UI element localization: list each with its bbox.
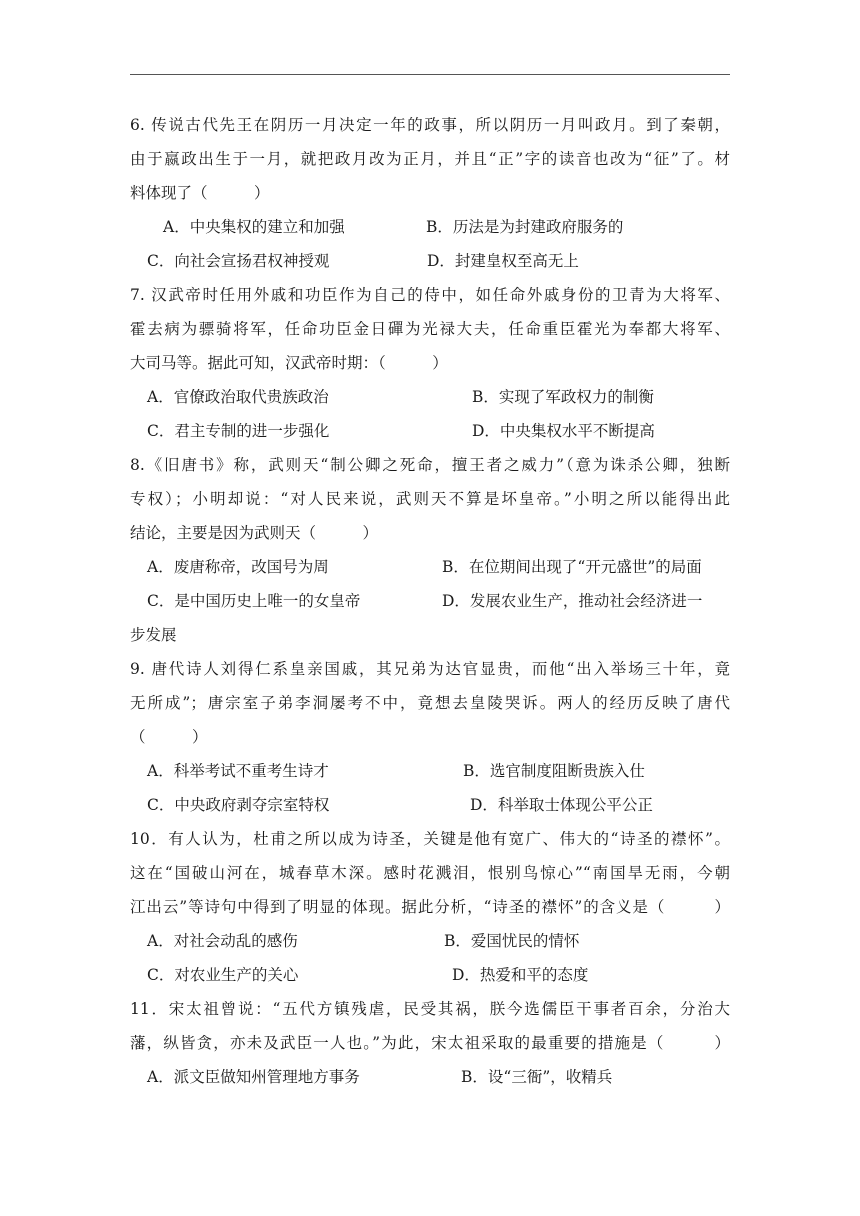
option-a[interactable]: A．科举考试不重考生诗才 — [147, 762, 329, 780]
question-stem-line: 结论，主要是因为武则天（ ） — [130, 524, 379, 542]
question-stem-line: （ ） — [130, 728, 208, 746]
question-stem-line: 9. 唐代诗人刘得仁系皇亲国戚，其兄弟为达官显贵，而他“出入举场三十年，竟 — [130, 660, 730, 678]
question-stem-line: 6. 传说古代先王在阴历一月决定一年的政事，所以阴历一月叫政月。到了秦朝， — [130, 116, 730, 134]
option-b[interactable]: B．选官制度阻断贵族入仕 — [463, 762, 645, 780]
question-stem-line: 专权）；小明却说：“对人民来说，武则天不算是坏皇帝。”小明之所以能得出此 — [130, 490, 730, 508]
question-stem-line: 藩，纵皆贪，亦未及武臣一人也。”为此，宋太祖采取的最重要的措施是（ ） — [130, 1034, 730, 1052]
option-c[interactable]: C．中央政府剥夺宗室特权 — [147, 796, 330, 814]
question-stem-line: 大司马等。据此可知，汉武帝时期：（ ） — [130, 354, 448, 372]
question-6 — [130, 108, 730, 278]
option-c[interactable]: C．是中国历史上唯一的女皇帝 — [147, 592, 361, 610]
option-c[interactable]: C．对农业生产的关心 — [147, 966, 299, 984]
option-a[interactable]: A．对社会动乱的感伤 — [147, 932, 298, 950]
option-d[interactable]: D．科举取士体现公平公正 — [470, 796, 653, 814]
option-d[interactable]: D．中央集权水平不断提高 — [472, 422, 655, 440]
option-c[interactable]: C．君主专制的进一步强化 — [147, 422, 330, 440]
option-a[interactable]: A．官僚政治取代贵族政治 — [147, 388, 329, 406]
option-a[interactable]: A．废唐称帝，改国号为周 — [147, 558, 329, 576]
option-a[interactable]: A．派文臣做知州管理地方事务 — [147, 1068, 360, 1086]
question-11 — [130, 992, 730, 1094]
question-sheet — [130, 108, 730, 1094]
question-stem-line: 江出云”等诗句中得到了明显的体现。据此分析，“诗圣的襟怀”的含义是（ ） — [130, 898, 730, 916]
option-b[interactable]: B．历法是为封建政府服务的 — [426, 218, 624, 236]
question-stem-line: 11．宋太祖曾说：“五代方镇残虐，民受其祸，朕今选儒臣干事者百余，分治大 — [130, 1000, 730, 1018]
option-d-continuation: 步发展 — [130, 626, 177, 644]
option-b[interactable]: B．爱国忧民的情怀 — [444, 932, 580, 950]
option-d[interactable]: D．封建皇权至高无上 — [427, 252, 579, 270]
option-c[interactable]: C．向社会宣扬君权神授观 — [147, 252, 330, 270]
header-rule — [130, 74, 730, 75]
option-d[interactable]: D．发展农业生产，推动社会经济进一 — [442, 592, 703, 610]
option-b[interactable]: B．在位期间出现了“开元盛世”的局面 — [442, 558, 702, 576]
option-row — [130, 924, 730, 958]
question-stem-line: 料体现了（ ） — [130, 184, 270, 202]
option-row — [130, 244, 730, 278]
question-stem-line: 无所成”；唐宗室子弟李洞屡考不中，竟想去皇陵哭诉。两人的经历反映了唐代 — [130, 694, 730, 712]
option-b[interactable]: B．实现了军政权力的制衡 — [472, 388, 654, 406]
question-10 — [130, 822, 730, 992]
question-stem-line: 8.《旧唐书》称，武则天“制公卿之死命，擅王者之威力”（意为诛杀公卿，独断 — [130, 456, 730, 474]
option-row — [130, 380, 730, 414]
option-row — [130, 1060, 730, 1094]
question-8 — [130, 448, 730, 652]
option-row — [130, 584, 730, 618]
option-row — [130, 210, 730, 244]
question-stem-line: 由于嬴政出生于一月，就把政月改为正月，并且“正”字的读音也改为“征”了。材 — [130, 150, 730, 168]
option-row — [130, 754, 730, 788]
question-7 — [130, 278, 730, 448]
option-row — [130, 550, 730, 584]
option-d[interactable]: D．热爱和平的态度 — [452, 966, 589, 984]
question-stem-line: 10．有人认为，杜甫之所以成为诗圣，关键是他有宽广、伟大的“诗圣的襟怀”。 — [130, 830, 730, 848]
option-b[interactable]: B．设“三衙”，收精兵 — [461, 1068, 613, 1086]
question-stem-line: 7. 汉武帝时任用外戚和功臣作为自己的侍中，如任命外戚身份的卫青为大将军、 — [130, 286, 730, 304]
option-row — [130, 414, 730, 448]
option-row — [130, 958, 730, 992]
option-a[interactable]: A．中央集权的建立和加强 — [163, 218, 345, 236]
question-9 — [130, 652, 730, 822]
option-row — [130, 788, 730, 822]
question-stem-line: 这在“国破山河在，城春草木深。感时花溅泪，恨别鸟惊心”“南国旱无雨，今朝 — [130, 864, 730, 882]
question-stem-line: 霍去病为骠骑将军，任命功臣金日磾为光禄大夫，任命重臣霍光为奉都大将军、 — [130, 320, 730, 338]
